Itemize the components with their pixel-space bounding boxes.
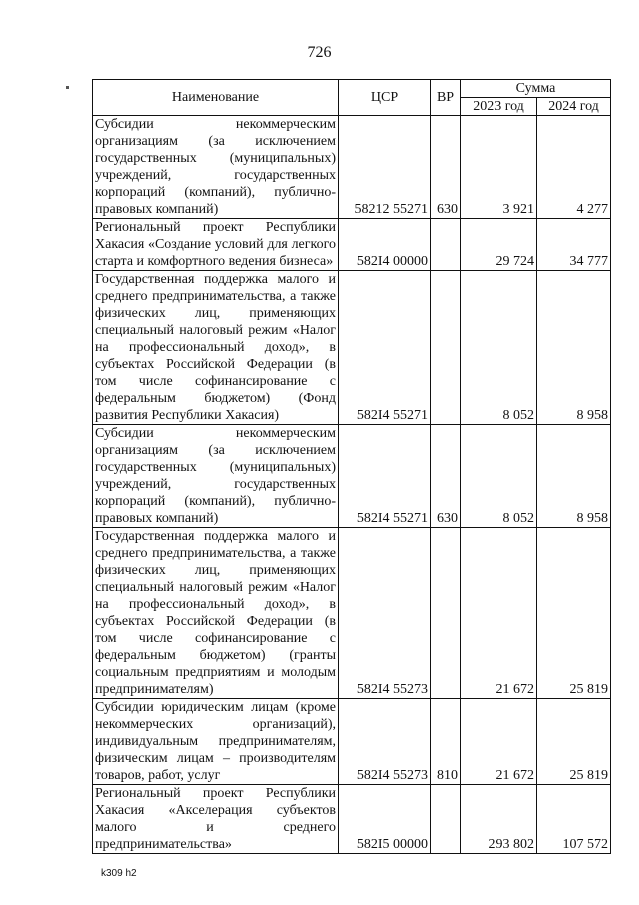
header-year-2024: 2024 год [537, 98, 611, 116]
header-sum: Сумма [461, 80, 611, 98]
header-name: Наименование [93, 80, 339, 116]
row-name: Субсидии некоммерческим организациям (за исключением государственных (муниципальных) учреждений, государственных корпораций (компаний), публично-правовых компаний) [93, 116, 339, 219]
row-2023: 21 672 [461, 528, 537, 699]
row-2024: 8 958 [537, 271, 611, 425]
row-csr: 582I5 00000 [339, 785, 431, 854]
table-row [93, 219, 611, 271]
row-csr: 582I4 55271 [339, 425, 431, 528]
header-csr: ЦСР [339, 80, 431, 116]
row-2024: 4 277 [537, 116, 611, 219]
row-vr: 810 [431, 699, 461, 785]
header-year-2023: 2023 год [461, 98, 537, 116]
row-csr: 582I4 00000 [339, 219, 431, 271]
row-2024: 25 819 [537, 528, 611, 699]
row-name: Государственная поддержка малого и среднего предпринимательства, а также физических лиц, применяющих специальный налоговый режим «Налог на профессиональный доход», в субъектах Российской Федерации (в том числе софинансирование с федеральным бюджетом) (гранты социальным предприятиям и молодым предпринимателям) [93, 528, 339, 699]
row-name: Государственная поддержка малого и среднего предпринимательства, а также физических лиц, применяющих специальный налоговый режим «Налог на профессиональный доход», в субъектах Российской Федерации (в том числе софинансирование с федеральным бюджетом) (Фонд развития Республики Хакасия) [93, 271, 339, 425]
row-name: Субсидии некоммерческим организациям (за исключением государственных (муниципальных) учреждений, государственных корпораций (компаний), публично-правовых компаний) [93, 425, 339, 528]
row-2023: 8 052 [461, 271, 537, 425]
row-name: Региональный проект Республики Хакасия «Акселерация субъектов малого и среднего предпринимательства» [93, 785, 339, 854]
row-2023: 21 672 [461, 699, 537, 785]
row-csr: 582I4 55273 [339, 699, 431, 785]
table-row [93, 425, 611, 528]
row-2024: 8 958 [537, 425, 611, 528]
row-csr: 582I4 55271 [339, 271, 431, 425]
row-2024: 25 819 [537, 699, 611, 785]
row-2023: 8 052 [461, 425, 537, 528]
row-2024: 34 777 [537, 219, 611, 271]
row-csr: 58212 55271 [339, 116, 431, 219]
row-vr: 630 [431, 116, 461, 219]
table-row [93, 785, 611, 854]
row-vr [431, 528, 461, 699]
row-2023: 3 921 [461, 116, 537, 219]
row-name: Региональный проект Республики Хакасия «Создание условий для легкого старта и комфортного ведения бизнеса» [93, 219, 339, 271]
table-row [93, 271, 611, 425]
row-csr: 582I4 55273 [339, 528, 431, 699]
row-name: Субсидии юридическим лицам (кроме некоммерческих организаций), индивидуальным предпринимателям, физическим лицам – производителям товаров, работ, услуг [93, 699, 339, 785]
table-row [93, 116, 611, 219]
table-row [93, 528, 611, 699]
page-number: 726 [307, 44, 332, 61]
scan-mark [66, 86, 69, 89]
footer-code: k309 h2 [101, 868, 137, 879]
row-vr [431, 271, 461, 425]
row-2023: 293 802 [461, 785, 537, 854]
row-vr [431, 219, 461, 271]
table-row [93, 699, 611, 785]
budget-table [92, 79, 611, 854]
row-2024: 107 572 [537, 785, 611, 854]
row-vr [431, 785, 461, 854]
row-vr: 630 [431, 425, 461, 528]
header-vr: ВР [431, 80, 461, 116]
row-2023: 29 724 [461, 219, 537, 271]
